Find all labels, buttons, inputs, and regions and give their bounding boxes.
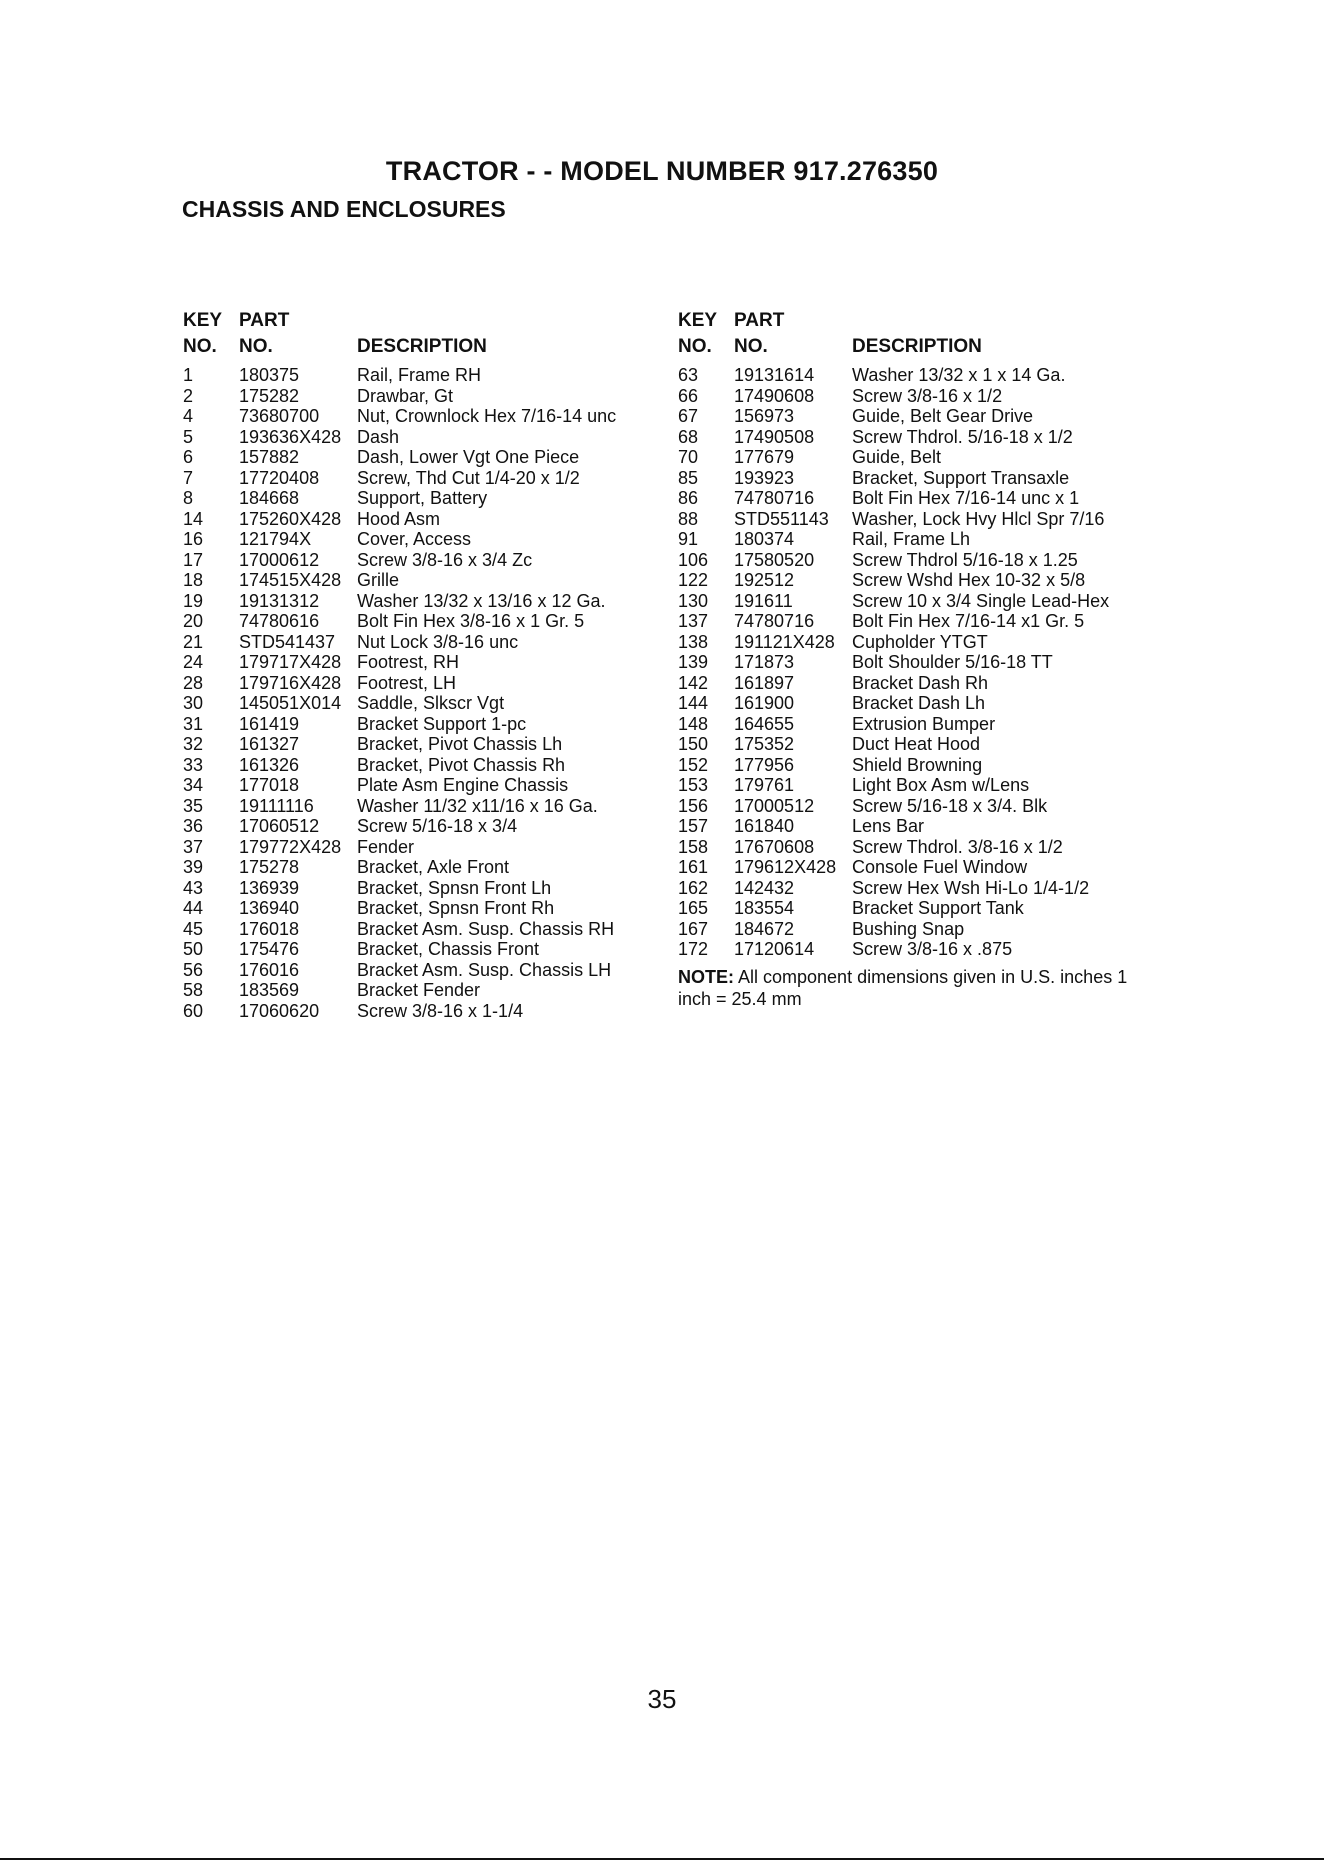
table-row xyxy=(183,468,653,489)
key-no-cell: 14 xyxy=(183,508,204,529)
key-header: KEY xyxy=(678,310,718,331)
description-cell: Screw Wshd Hex 10-32 x 5/8 xyxy=(852,570,1086,590)
table-row xyxy=(183,386,653,407)
part-no-cell: 161897 xyxy=(734,672,795,693)
table-row xyxy=(678,529,1148,550)
table-row xyxy=(183,427,653,448)
table-row xyxy=(183,1001,653,1022)
part-no-cell: 73680700 xyxy=(239,406,320,426)
table-row xyxy=(678,406,1148,427)
part-no-cell: 183554 xyxy=(734,898,795,918)
description-cell: Rail, Frame Lh xyxy=(852,529,971,549)
part-no-cell: 161326 xyxy=(239,754,300,775)
part-no-cell: 184672 xyxy=(734,918,795,939)
dimension-note xyxy=(678,966,1128,1010)
part-no-cell: 175260X428 xyxy=(239,508,342,529)
part-no-cell: 17670608 xyxy=(734,836,815,857)
key-no-cell: 44 xyxy=(183,898,204,918)
key-no-cell: 1 xyxy=(183,365,194,385)
table-row xyxy=(183,775,653,796)
part-no-cell: 179761 xyxy=(734,775,795,795)
key-no-cell: 91 xyxy=(678,529,699,549)
description-cell: Dash, Lower Vgt One Piece xyxy=(357,447,580,467)
key-no-cell: 106 xyxy=(678,549,709,570)
key-no-cell: 16 xyxy=(183,529,204,549)
part-no-cell: 176016 xyxy=(239,959,300,980)
part-no-cell: STD551143 xyxy=(734,508,829,529)
part-no-cell: 121794X xyxy=(239,529,312,549)
description-cell: Bracket Support 1-pc xyxy=(357,713,527,734)
bottom-divider xyxy=(0,1858,1324,1860)
description-cell: Screw 3/8-16 x 1/2 xyxy=(852,385,1003,406)
table-row xyxy=(678,632,1148,653)
parts-list-left xyxy=(183,310,653,1021)
part-no-cell: 19111116 xyxy=(239,795,314,816)
part-no-cell: 17490608 xyxy=(734,385,815,406)
part-no-cell: 184668 xyxy=(239,488,300,508)
key-no-cell: 43 xyxy=(183,877,204,898)
key-no-cell: 24 xyxy=(183,652,204,672)
part-no-cell: 175352 xyxy=(734,734,795,754)
key-no-cell: 138 xyxy=(678,631,709,652)
part-header: PART xyxy=(734,310,785,331)
description-cell: Bracket, Support Transaxle xyxy=(852,467,1070,488)
table-row xyxy=(183,898,653,919)
description-cell: Bracket Asm. Susp. Chassis RH xyxy=(357,918,615,939)
description-cell: Bracket, Axle Front xyxy=(357,857,510,877)
table-row xyxy=(678,365,1148,386)
part-no-cell: 161327 xyxy=(239,734,300,754)
description-cell: Screw 10 x 3/4 Single Lead-Hex xyxy=(852,590,1110,611)
key-no-header: NO. xyxy=(678,336,712,357)
description-cell: Support, Battery xyxy=(357,488,488,508)
part-no-cell: 17580520 xyxy=(734,549,815,570)
part-no-cell: 177018 xyxy=(239,775,300,795)
part-no-header: NO. xyxy=(239,336,273,357)
description-cell: Extrusion Bumper xyxy=(852,713,996,734)
key-header: KEY xyxy=(183,310,223,331)
part-no-cell: 17060620 xyxy=(239,1000,320,1021)
table-row xyxy=(183,570,653,591)
table-row xyxy=(183,365,653,386)
key-no-cell: 70 xyxy=(678,447,699,467)
description-cell: Washer 11/32 x11/16 x 16 Ga. xyxy=(357,795,598,816)
table-row xyxy=(678,878,1148,899)
table-row xyxy=(678,447,1148,468)
key-no-cell: 5 xyxy=(183,426,194,447)
part-no-cell: 180374 xyxy=(734,529,795,549)
table-row xyxy=(183,652,653,673)
key-no-cell: 88 xyxy=(678,508,699,529)
key-no-cell: 50 xyxy=(183,939,204,959)
table-row xyxy=(183,816,653,837)
part-no-cell: 161419 xyxy=(239,713,300,734)
table-row xyxy=(678,734,1148,755)
description-cell: Washer, Lock Hvy Hlcl Spr 7/16 xyxy=(852,508,1105,529)
part-no-cell: 164655 xyxy=(734,713,795,734)
part-no-cell: 191611 xyxy=(734,590,793,611)
table-row xyxy=(678,550,1148,571)
description-cell: Footrest, RH xyxy=(357,652,460,672)
key-no-cell: 8 xyxy=(183,488,194,508)
note-label: NOTE: xyxy=(678,966,734,987)
table-row xyxy=(678,919,1148,940)
description-cell: Console Fuel Window xyxy=(852,857,1028,877)
table-row xyxy=(678,796,1148,817)
part-no-cell: 74780716 xyxy=(734,488,815,508)
key-no-cell: 139 xyxy=(678,652,709,672)
key-no-cell: 165 xyxy=(678,898,709,918)
table-row xyxy=(183,714,653,735)
description-cell: Bracket Fender xyxy=(357,980,481,1000)
part-no-cell: 161840 xyxy=(734,816,795,836)
description-cell: Plate Asm Engine Chassis xyxy=(357,775,569,795)
key-no-cell: 144 xyxy=(678,693,709,713)
table-row xyxy=(183,406,653,427)
part-no-cell: 17720408 xyxy=(239,467,320,488)
table-row xyxy=(183,878,653,899)
part-no-cell: 191121X428 xyxy=(734,631,835,652)
description-cell: Screw Thdrol. 3/8-16 x 1/2 xyxy=(852,836,1063,857)
key-no-cell: 6 xyxy=(183,447,194,467)
key-no-cell: 19 xyxy=(183,590,204,611)
description-cell: Light Box Asm w/Lens xyxy=(852,775,1030,795)
table-row xyxy=(678,775,1148,796)
key-no-cell: 4 xyxy=(183,406,194,426)
description-cell: Washer 13/32 x 1 x 14 Ga. xyxy=(852,365,1066,385)
description-cell: Bolt Fin Hex 7/16-14 unc x 1 xyxy=(852,488,1080,508)
table-row xyxy=(678,591,1148,612)
part-no-cell: 179717X428 xyxy=(239,652,342,672)
description-cell: Nut Lock 3/8-16 unc xyxy=(357,631,519,652)
part-no-cell: 179612X428 xyxy=(734,857,837,877)
key-no-cell: 156 xyxy=(678,795,709,816)
table-row xyxy=(183,693,653,714)
key-no-cell: 137 xyxy=(678,611,709,631)
table-row xyxy=(183,673,653,694)
key-no-cell: 66 xyxy=(678,385,699,406)
key-no-cell: 157 xyxy=(678,816,709,836)
key-no-cell: 33 xyxy=(183,754,204,775)
table-row xyxy=(678,611,1148,632)
description-cell: Lens Bar xyxy=(852,816,925,836)
key-no-cell: 45 xyxy=(183,918,204,939)
description-cell: Bushing Snap xyxy=(852,918,965,939)
key-no-cell: 161 xyxy=(678,857,709,877)
description-cell: Bracket, Spnsn Front Lh xyxy=(357,877,552,898)
key-no-cell: 122 xyxy=(678,570,709,590)
parts-list-right xyxy=(678,310,1148,1010)
key-no-cell: 148 xyxy=(678,713,709,734)
part-no-cell: 142432 xyxy=(734,877,795,898)
column-headers-right xyxy=(678,310,1148,360)
description-header: DESCRIPTION xyxy=(852,336,982,357)
table-row xyxy=(183,529,653,550)
note-text: All component dimensions given in U.S. inches 1 inch = 25.4 mm xyxy=(678,966,1128,1009)
part-no-cell: STD541437 xyxy=(239,631,336,652)
key-no-cell: 153 xyxy=(678,775,709,795)
key-no-cell: 21 xyxy=(183,631,204,652)
table-row xyxy=(678,488,1148,509)
table-row xyxy=(183,919,653,940)
description-cell: Duct Heat Hood xyxy=(852,734,981,754)
key-no-cell: 20 xyxy=(183,611,204,631)
part-no-cell: 74780716 xyxy=(734,611,815,631)
description-cell: Screw 5/16-18 x 3/4. Blk xyxy=(852,795,1048,816)
key-no-cell: 58 xyxy=(183,980,204,1000)
table-row xyxy=(183,980,653,1001)
table-row xyxy=(183,734,653,755)
part-no-cell: 156973 xyxy=(734,406,795,426)
table-row xyxy=(678,755,1148,776)
part-no-cell: 175278 xyxy=(239,857,300,877)
part-no-cell: 74780616 xyxy=(239,611,320,631)
description-cell: Saddle, Slkscr Vgt xyxy=(357,693,505,713)
table-row xyxy=(183,755,653,776)
table-row xyxy=(678,427,1148,448)
key-no-cell: 162 xyxy=(678,877,709,898)
description-cell: Washer 13/32 x 13/16 x 12 Ga. xyxy=(357,590,606,611)
table-row xyxy=(678,468,1148,489)
table-row xyxy=(183,837,653,858)
description-cell: Screw 3/8-16 x 1-1/4 xyxy=(357,1000,524,1021)
description-cell: Bracket, Chassis Front xyxy=(357,939,540,959)
key-no-cell: 172 xyxy=(678,939,709,959)
table-row xyxy=(183,611,653,632)
description-cell: Guide, Belt Gear Drive xyxy=(852,406,1034,426)
part-no-cell: 175476 xyxy=(239,939,300,959)
key-no-cell: 18 xyxy=(183,570,204,590)
key-no-cell: 56 xyxy=(183,959,204,980)
description-cell: Hood Asm xyxy=(357,508,441,529)
section-subtitle: CHASSIS AND ENCLOSURES xyxy=(182,196,506,222)
key-no-cell: 2 xyxy=(183,385,194,406)
description-cell: Bolt Fin Hex 7/16-14 x1 Gr. 5 xyxy=(852,611,1085,631)
table-row xyxy=(678,714,1148,735)
description-cell: Bolt Fin Hex 3/8-16 x 1 Gr. 5 xyxy=(357,611,585,631)
description-cell: Screw Hex Wsh Hi-Lo 1/4-1/2 xyxy=(852,877,1090,898)
table-row xyxy=(183,857,653,878)
table-row xyxy=(183,447,653,468)
part-header: PART xyxy=(239,310,290,331)
part-no-cell: 19131312 xyxy=(239,590,320,611)
part-no-cell: 161900 xyxy=(734,693,795,713)
description-cell: Fender xyxy=(357,836,415,857)
description-cell: Bracket, Pivot Chassis Rh xyxy=(357,754,566,775)
key-no-cell: 68 xyxy=(678,426,699,447)
table-row xyxy=(678,857,1148,878)
key-no-cell: 34 xyxy=(183,775,204,795)
description-cell: Guide, Belt xyxy=(852,447,942,467)
parts-rows-right xyxy=(678,365,1148,960)
table-row xyxy=(183,960,653,981)
part-no-cell: 17120614 xyxy=(734,939,815,959)
description-cell: Nut, Crownlock Hex 7/16-14 unc xyxy=(357,406,617,426)
description-cell: Screw Thdrol 5/16-18 x 1.25 xyxy=(852,549,1078,570)
key-no-cell: 142 xyxy=(678,672,709,693)
description-cell: Bracket Support Tank xyxy=(852,898,1024,918)
description-cell: Drawbar, Gt xyxy=(357,385,454,406)
table-row xyxy=(678,816,1148,837)
key-no-cell: 32 xyxy=(183,734,204,754)
description-cell: Dash xyxy=(357,426,400,447)
key-no-cell: 39 xyxy=(183,857,204,877)
key-no-cell: 85 xyxy=(678,467,699,488)
key-no-cell: 130 xyxy=(678,590,709,611)
table-row xyxy=(183,488,653,509)
key-no-cell: 7 xyxy=(183,467,194,488)
description-cell: Screw Thdrol. 5/16-18 x 1/2 xyxy=(852,426,1073,447)
part-no-cell: 17490508 xyxy=(734,426,815,447)
description-cell: Cupholder YTGT xyxy=(852,631,988,652)
part-no-cell: 179716X428 xyxy=(239,672,342,693)
table-row xyxy=(678,673,1148,694)
table-row xyxy=(678,570,1148,591)
part-no-cell: 17000512 xyxy=(734,795,815,816)
part-no-cell: 17000612 xyxy=(239,549,320,570)
key-no-header: NO. xyxy=(183,336,217,357)
key-no-cell: 31 xyxy=(183,713,204,734)
part-no-cell: 193636X428 xyxy=(239,426,342,447)
key-no-cell: 167 xyxy=(678,918,709,939)
table-row xyxy=(678,386,1148,407)
part-no-cell: 145051X014 xyxy=(239,693,342,713)
key-no-cell: 37 xyxy=(183,836,204,857)
part-no-cell: 176018 xyxy=(239,918,300,939)
description-cell: Bracket Dash Rh xyxy=(852,672,989,693)
part-no-cell: 157882 xyxy=(239,447,300,467)
table-row xyxy=(678,939,1148,960)
description-cell: Screw 3/8-16 x 3/4 Zc xyxy=(357,549,533,570)
key-no-cell: 86 xyxy=(678,488,699,508)
table-row xyxy=(183,939,653,960)
key-no-cell: 63 xyxy=(678,365,699,385)
description-cell: Bolt Shoulder 5/16-18 TT xyxy=(852,652,1053,672)
table-row xyxy=(678,652,1148,673)
key-no-cell: 67 xyxy=(678,406,699,426)
part-no-cell: 180375 xyxy=(239,365,300,385)
description-cell: Cover, Access xyxy=(357,529,472,549)
table-row xyxy=(183,591,653,612)
key-no-cell: 150 xyxy=(678,734,709,754)
key-no-cell: 152 xyxy=(678,754,709,775)
key-no-cell: 17 xyxy=(183,549,204,570)
table-row xyxy=(678,509,1148,530)
part-no-cell: 17060512 xyxy=(239,816,320,836)
part-no-cell: 192512 xyxy=(734,570,795,590)
parts-rows-left xyxy=(183,365,653,1021)
part-no-cell: 177679 xyxy=(734,447,795,467)
part-no-cell: 177956 xyxy=(734,754,795,775)
key-no-cell: 35 xyxy=(183,795,204,816)
column-headers-left xyxy=(183,310,653,360)
description-cell: Bracket, Pivot Chassis Lh xyxy=(357,734,563,754)
description-cell: Bracket, Spnsn Front Rh xyxy=(357,898,555,918)
page-title: TRACTOR - - MODEL NUMBER 917.276350 xyxy=(385,156,939,186)
description-cell: Screw, Thd Cut 1/4-20 x 1/2 xyxy=(357,467,580,488)
table-row xyxy=(183,550,653,571)
part-no-cell: 136940 xyxy=(239,898,300,918)
description-cell: Bracket Asm. Susp. Chassis LH xyxy=(357,959,612,980)
description-header: DESCRIPTION xyxy=(357,336,487,357)
key-no-cell: 30 xyxy=(183,693,204,713)
part-no-cell: 179772X428 xyxy=(239,836,342,857)
page-number: 35 xyxy=(647,1684,677,1714)
part-no-cell: 136939 xyxy=(239,877,300,898)
description-cell: Shield Browning xyxy=(852,754,983,775)
part-no-cell: 175282 xyxy=(239,385,300,406)
key-no-cell: 60 xyxy=(183,1000,204,1021)
description-cell: Rail, Frame RH xyxy=(357,365,482,385)
description-cell: Bracket Dash Lh xyxy=(852,693,986,713)
description-cell: Grille xyxy=(357,570,400,590)
part-no-cell: 193923 xyxy=(734,467,795,488)
key-no-cell: 36 xyxy=(183,816,204,836)
table-row xyxy=(678,898,1148,919)
description-cell: Footrest, LH xyxy=(357,672,457,693)
key-no-cell: 28 xyxy=(183,672,204,693)
description-cell: Screw 5/16-18 x 3/4 xyxy=(357,816,518,836)
part-no-cell: 19131614 xyxy=(734,365,815,385)
table-row xyxy=(678,837,1148,858)
table-row xyxy=(183,632,653,653)
key-no-cell: 158 xyxy=(678,836,709,857)
table-row xyxy=(678,693,1148,714)
table-row xyxy=(183,796,653,817)
part-no-cell: 171873 xyxy=(734,652,795,672)
table-row xyxy=(183,509,653,530)
part-no-cell: 174515X428 xyxy=(239,570,342,590)
description-cell: Screw 3/8-16 x .875 xyxy=(852,939,1013,959)
part-no-header: NO. xyxy=(734,336,768,357)
part-no-cell: 183569 xyxy=(239,980,300,1000)
